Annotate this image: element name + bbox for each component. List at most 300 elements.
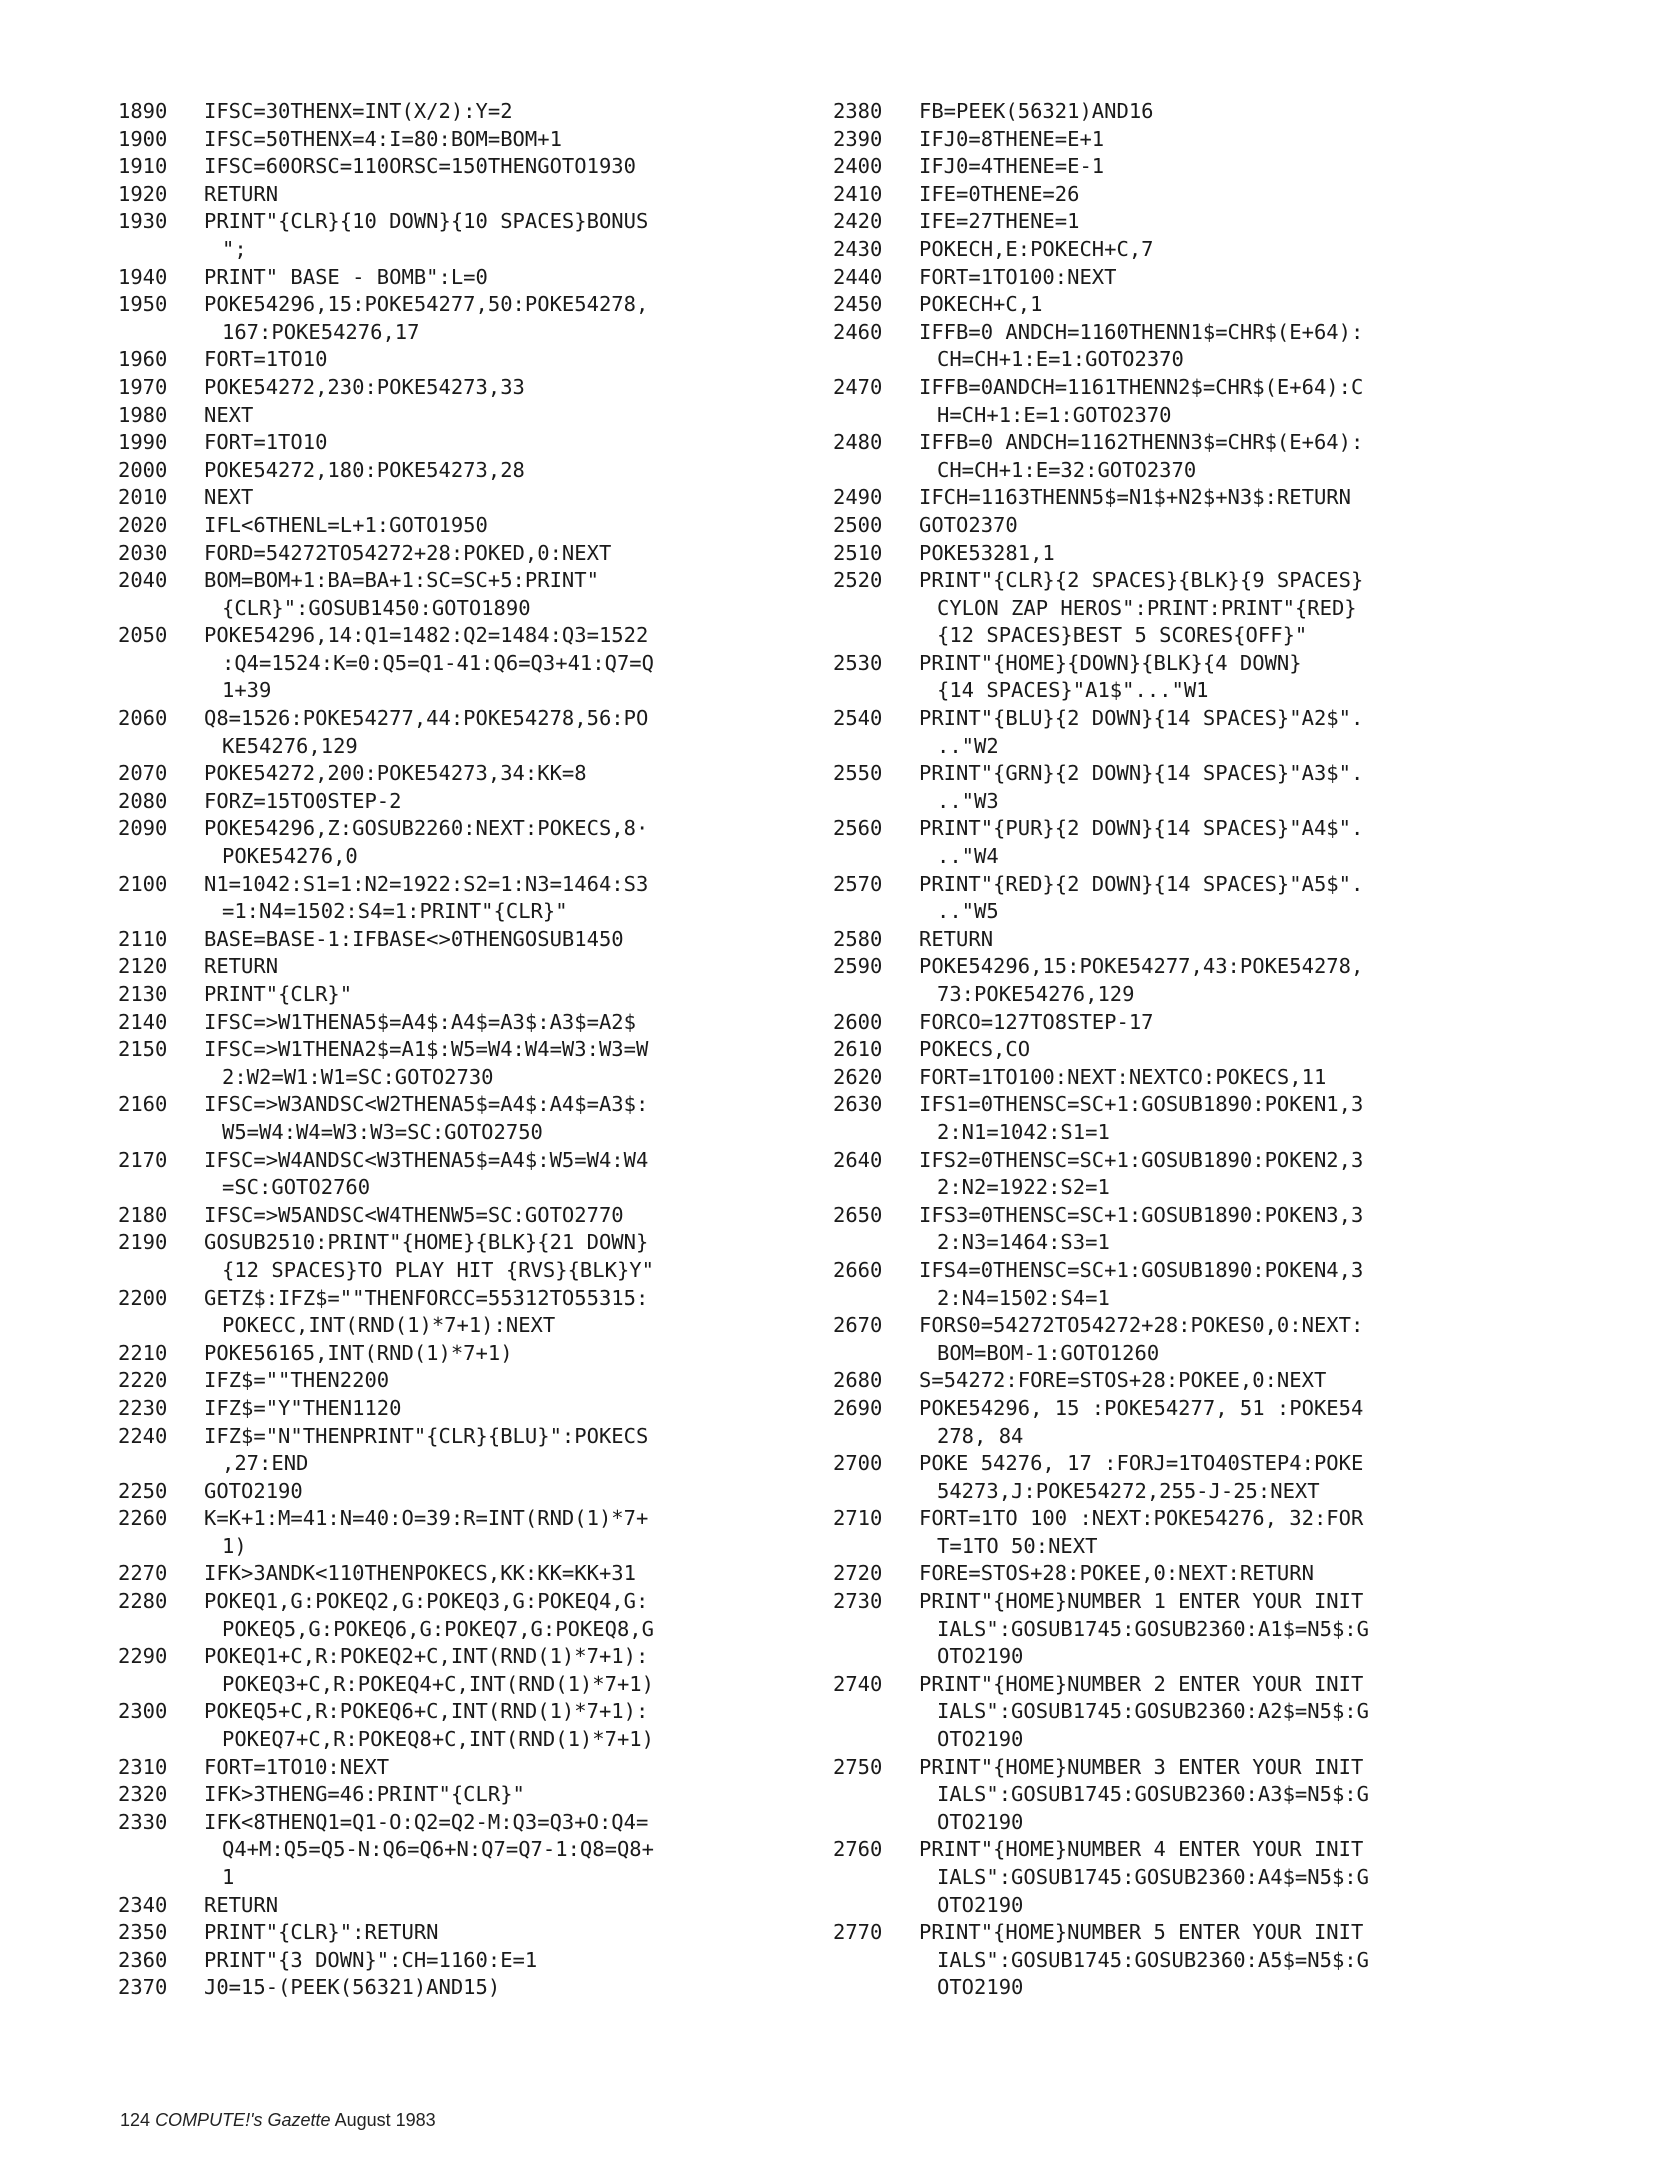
code-segment: PRINT"{HOME}NUMBER 3 ENTER YOUR INIT [919, 1754, 1364, 1779]
code-line [118, 1781, 818, 1809]
code-text [204, 1036, 648, 1091]
code-text [919, 98, 1154, 126]
code-segment: IFK>3ANDK<110THENPOKECS,KK:KK=KK+31 [204, 1561, 636, 1586]
listing-left-column [118, 98, 818, 2002]
code-segment: IFSC=50THENX=4:I=80:BOM=BOM+1 [204, 126, 562, 151]
code-segment: KE54276,129 [222, 733, 358, 758]
line-number: 2210 [118, 1340, 168, 1365]
code-text [204, 567, 599, 622]
line-number: 1890 [118, 99, 168, 123]
code-text [919, 1367, 1326, 1395]
code-text [204, 622, 654, 705]
code-line [118, 788, 818, 816]
line-number: 2270 [118, 1561, 168, 1586]
code-text [204, 402, 253, 430]
code-segment: CYLON ZAP HEROS":PRINT:PRINT"{RED} [937, 595, 1357, 620]
code-text [919, 1091, 1363, 1146]
code-line [118, 1091, 818, 1146]
code-line [833, 705, 1533, 760]
code-text [919, 871, 1363, 926]
code-line [833, 1009, 1533, 1037]
code-text [919, 512, 1018, 540]
code-line [833, 208, 1533, 236]
line-number: 2580 [833, 926, 883, 951]
code-segment: Q4+M:Q5=Q5-N:Q6=Q6+N:Q7=Q7-1:Q8=Q8+ [222, 1837, 654, 1862]
code-text [204, 1395, 401, 1423]
code-segment: IFE=27THENE=1 [919, 209, 1080, 234]
code-segment: {CLR}":GOSUB1450:GOTO1890 [222, 595, 531, 620]
code-text [204, 512, 488, 540]
code-segment: 2:N3=1464:S3=1 [937, 1230, 1110, 1255]
code-text [919, 181, 1079, 209]
code-line [118, 402, 818, 430]
code-text [204, 1809, 654, 1892]
line-number: 2480 [833, 430, 883, 455]
code-text [204, 1643, 654, 1698]
code-segment: POKE54272,180:POKE54273,28 [204, 457, 525, 482]
code-segment: GETZ$:IFZ$=""THENFORCC=55312TO55315: [204, 1285, 649, 1310]
line-number: 2630 [833, 1092, 883, 1117]
line-number: 1940 [118, 264, 168, 289]
code-text [204, 1947, 537, 1975]
code-line [833, 650, 1533, 705]
line-number: 2360 [118, 1947, 168, 1972]
code-line [833, 264, 1533, 292]
code-segment: CH=CH+1:E=32:GOTO2370 [937, 457, 1197, 482]
code-segment: PRINT"{GRN}{2 DOWN}{14 SPACES}"A3$". [919, 761, 1364, 786]
code-line [833, 1560, 1533, 1588]
line-number: 2690 [833, 1395, 883, 1420]
code-segment: .."W4 [937, 844, 999, 869]
code-line [833, 1588, 1533, 1671]
code-segment: PRINT"{CLR}{10 DOWN}{10 SPACES}BONUS [204, 209, 649, 234]
code-segment: .."W5 [937, 899, 999, 924]
code-segment: PRINT"{CLR}{2 SPACES}{BLK}{9 SPACES} [919, 568, 1364, 593]
code-segment: PRINT"{HOME}NUMBER 5 ENTER YOUR INIT [919, 1920, 1364, 1945]
line-number: 2140 [118, 1009, 168, 1034]
code-segment: IALS":GOSUB1745:GOSUB2360:A3$=N5$:G [937, 1782, 1369, 1807]
line-number: 2040 [118, 568, 168, 593]
code-line [118, 98, 818, 126]
code-line [833, 98, 1533, 126]
code-text [204, 1340, 513, 1368]
code-segment: IFSC=60ORSC=110ORSC=150THENGOTO1930 [204, 154, 636, 179]
code-text [204, 981, 352, 1009]
code-text [919, 291, 1042, 319]
code-segment: PRINT"{PUR}{2 DOWN}{14 SPACES}"A4$". [919, 816, 1364, 841]
code-segment: .."W2 [937, 733, 999, 758]
line-number: 2180 [118, 1202, 168, 1227]
code-segment: PRINT"{HOME}NUMBER 1 ENTER YOUR INIT [919, 1589, 1364, 1614]
code-line [118, 291, 818, 346]
line-number: 2190 [118, 1230, 168, 1255]
page-number: 124 [120, 2110, 151, 2130]
code-segment: IFSC=>W1THENA2$=A1$:W5=W4:W4=W3:W3=W [204, 1037, 649, 1062]
code-segment: FORZ=15TO0STEP-2 [204, 788, 402, 813]
code-line [118, 1588, 818, 1643]
code-segment: {14 SPACES}"A1$"..."W1 [937, 678, 1209, 703]
code-segment: IALS":GOSUB1745:GOSUB2360:A2$=N5$:G [937, 1699, 1369, 1724]
code-segment: IFSC=30THENX=INT(X/2):Y=2 [204, 99, 513, 123]
code-line [118, 926, 818, 954]
code-text [919, 1147, 1363, 1202]
code-segment: IFCH=1163THENN5$=N1$+N2$+N3$:RETURN [919, 485, 1351, 510]
code-line [833, 760, 1533, 815]
line-number: 2450 [833, 292, 883, 317]
code-line [833, 1919, 1533, 2002]
code-line [118, 1643, 818, 1698]
code-text [919, 926, 993, 954]
code-text [919, 540, 1055, 568]
code-text [204, 1892, 278, 1920]
code-line [118, 760, 818, 788]
line-number: 1930 [118, 209, 168, 234]
code-segment: H=CH+1:E=1:GOTO2370 [937, 402, 1172, 427]
code-segment: IFZ$="Y"THEN1120 [204, 1395, 402, 1420]
code-text [204, 1009, 636, 1037]
code-segment: FORT=1TO10:NEXT [204, 1754, 390, 1779]
line-number: 2570 [833, 871, 883, 896]
code-segment: POKEQ7+C,R:POKEQ8+C,INT(RND(1)*7+1) [222, 1727, 654, 1752]
line-number: 2750 [833, 1754, 883, 1779]
code-line [118, 429, 818, 457]
code-text [919, 126, 1104, 154]
line-number: 2510 [833, 540, 883, 565]
code-segment: PRINT"{3 DOWN}":CH=1160:E=1 [204, 1947, 538, 1972]
code-line [833, 153, 1533, 181]
code-segment: 1) [222, 1533, 247, 1558]
code-segment: 2:N2=1922:S2=1 [937, 1175, 1110, 1200]
line-number: 2470 [833, 374, 883, 399]
code-line [118, 705, 818, 760]
code-segment: POKE54272,200:POKE54273,34:KK=8 [204, 761, 587, 786]
code-line [833, 1395, 1533, 1450]
code-line [833, 429, 1533, 484]
code-text [919, 567, 1363, 650]
code-text [919, 1202, 1363, 1257]
code-text [204, 1202, 624, 1230]
code-text [919, 815, 1363, 870]
line-number: 2530 [833, 650, 883, 675]
code-line [118, 346, 818, 374]
code-line [118, 1036, 818, 1091]
code-text [204, 1781, 525, 1809]
code-line [833, 1754, 1533, 1837]
code-segment: IFS4=0THENSC=SC+1:GOSUB1890:POKEN4,3 [919, 1257, 1364, 1282]
code-text [204, 181, 278, 209]
code-line [833, 1064, 1533, 1092]
code-segment: =SC:GOTO2760 [222, 1175, 371, 1200]
line-number: 2350 [118, 1920, 168, 1945]
line-number: 1960 [118, 347, 168, 372]
code-segment: GOTO2370 [919, 512, 1018, 537]
code-line [118, 512, 818, 540]
line-number: 1920 [118, 181, 168, 206]
code-text [204, 705, 648, 760]
code-line [833, 1836, 1533, 1919]
code-text [919, 264, 1116, 292]
line-number: 2440 [833, 264, 883, 289]
code-text [919, 1671, 1369, 1754]
code-line [833, 1036, 1533, 1064]
code-segment: OTO2190 [937, 1727, 1024, 1752]
code-segment: IALS":GOSUB1745:GOSUB2360:A5$=N5$:G [937, 1947, 1369, 1972]
code-text [204, 153, 636, 181]
line-number: 2300 [118, 1699, 168, 1724]
code-line [833, 1202, 1533, 1257]
code-text [204, 540, 611, 568]
code-line [833, 567, 1533, 650]
code-line [118, 264, 818, 292]
code-segment: 73:POKE54276,129 [937, 982, 1135, 1006]
code-segment: IFK<8THENQ1=Q1-O:Q2=Q2-M:Q3=Q3+O:Q4= [204, 1809, 649, 1834]
code-segment: 1 [222, 1865, 235, 1889]
line-number: 2540 [833, 706, 883, 731]
code-segment: POKEQ1,G:POKEQ2,G:POKEQ3,G:POKEQ4,G: [204, 1589, 649, 1614]
line-number: 2680 [833, 1368, 883, 1393]
code-line [118, 1947, 818, 1975]
code-segment: FB=PEEK(56321)AND16 [919, 99, 1154, 123]
code-line [118, 484, 818, 512]
code-line [118, 540, 818, 568]
line-number: 2290 [118, 1644, 168, 1669]
code-segment: POKE53281,1 [919, 540, 1055, 565]
line-number: 2400 [833, 154, 883, 179]
code-line [833, 319, 1533, 374]
line-number: 1950 [118, 292, 168, 317]
line-number: 2220 [118, 1368, 168, 1393]
code-text [204, 1974, 500, 2002]
code-text [919, 1257, 1363, 1312]
code-segment: RETURN [204, 954, 279, 979]
line-number: 2240 [118, 1423, 168, 1448]
code-segment: POKE 54276, 17 :FORJ=1TO40STEP4:POKE [919, 1451, 1364, 1476]
code-segment: OTO2190 [937, 1975, 1024, 2000]
code-text [919, 1064, 1326, 1092]
code-text [919, 208, 1079, 236]
line-number: 2640 [833, 1147, 883, 1172]
line-number: 2130 [118, 982, 168, 1006]
code-segment: 54273,J:POKE54272,255-J-25:NEXT [937, 1478, 1320, 1503]
code-segment: 278, 84 [937, 1423, 1024, 1448]
code-text [919, 760, 1363, 815]
code-segment: FORT=1TO 100 :NEXT:POKE54276, 32:FOR [919, 1506, 1364, 1531]
code-segment: IFSC=>W5ANDSC<W4THENW5=SC:GOTO2770 [204, 1202, 624, 1227]
code-segment: 2:N4=1502:S4=1 [937, 1285, 1110, 1310]
code-segment: K=K+1:M=41:N=40:O=39:R=INT(RND(1)*7+ [204, 1506, 649, 1531]
code-segment: PRINT"{BLU}{2 DOWN}{14 SPACES}"A2$". [919, 706, 1364, 731]
code-segment: POKE54296,15:POKE54277,50:POKE54278, [204, 292, 649, 317]
code-text [204, 1698, 654, 1753]
line-number: 2650 [833, 1202, 883, 1227]
code-text [919, 319, 1363, 374]
line-number: 2700 [833, 1451, 883, 1476]
line-number: 2710 [833, 1506, 883, 1531]
code-segment: =1:N4=1502:S4=1:PRINT"{CLR}" [222, 899, 568, 924]
line-number: 2260 [118, 1506, 168, 1531]
line-number: 2090 [118, 816, 168, 841]
code-text [204, 484, 253, 512]
code-segment: FORT=1TO100:NEXT:NEXTCO:POKECS,11 [919, 1064, 1327, 1089]
code-line [118, 1423, 818, 1478]
code-text [204, 374, 525, 402]
code-line [118, 1698, 818, 1753]
code-line [118, 1202, 818, 1230]
line-number: 2390 [833, 126, 883, 151]
code-segment: PRINT"{HOME}NUMBER 4 ENTER YOUR INIT [919, 1837, 1364, 1862]
code-line [118, 1285, 818, 1340]
line-number: 1900 [118, 126, 168, 151]
code-text [919, 374, 1363, 429]
code-line [118, 1974, 818, 2002]
code-text [204, 1423, 648, 1478]
code-text [204, 1505, 648, 1560]
code-line [118, 567, 818, 622]
code-line [118, 953, 818, 981]
code-segment: IFSC=>W3ANDSC<W2THENA5$=A4$:A4$=A3$: [204, 1092, 649, 1117]
code-text [204, 457, 525, 485]
line-number: 2110 [118, 926, 168, 951]
line-number: 2100 [118, 871, 168, 896]
code-line [833, 236, 1533, 264]
code-segment: FORT=1TO10 [204, 347, 328, 372]
code-segment: PRINT"{CLR}" [204, 982, 353, 1006]
code-segment: RETURN [919, 926, 994, 951]
code-line [833, 1367, 1533, 1395]
code-line [833, 374, 1533, 429]
code-text [204, 1754, 389, 1782]
code-segment: IALS":GOSUB1745:GOSUB2360:A1$=N5$:G [937, 1616, 1369, 1641]
code-line [118, 1229, 818, 1284]
code-segment: "; [222, 236, 247, 261]
code-text [204, 788, 401, 816]
code-segment: FORE=STOS+28:POKEE,0:NEXT:RETURN [919, 1561, 1314, 1586]
code-line [833, 815, 1533, 870]
code-segment: POKEQ5+C,R:POKEQ6+C,INT(RND(1)*7+1): [204, 1699, 649, 1724]
code-segment: FORT=1TO10 [204, 430, 328, 455]
line-number: 2010 [118, 485, 168, 510]
line-number: 2670 [833, 1313, 883, 1338]
code-text [204, 1588, 654, 1643]
code-text [204, 760, 587, 788]
code-line [833, 1091, 1533, 1146]
code-segment: IFK>3THENG=46:PRINT"{CLR}" [204, 1782, 525, 1807]
code-text [919, 429, 1363, 484]
code-segment: GOTO2190 [204, 1478, 303, 1503]
code-text [919, 1588, 1369, 1671]
code-segment: ,27:END [222, 1451, 309, 1476]
code-segment: IFFB=0 ANDCH=1162THENN3$=CHR$(E+64): [919, 430, 1364, 455]
code-segment: .."W3 [937, 788, 999, 813]
code-text [919, 1036, 1030, 1064]
code-text [919, 953, 1363, 1008]
code-line [118, 1340, 818, 1368]
line-number: 2050 [118, 623, 168, 648]
line-number: 2620 [833, 1064, 883, 1089]
code-segment: FORD=54272TO54272+28:POKED,0:NEXT [204, 540, 612, 565]
line-number: 2170 [118, 1147, 168, 1172]
code-text [919, 1560, 1314, 1588]
code-text [204, 815, 648, 870]
code-segment: POKE54276,0 [222, 844, 358, 869]
code-text [204, 208, 648, 263]
code-segment: IFZ$="N"THENPRINT"{CLR}{BLU}":POKECS [204, 1423, 649, 1448]
code-segment: POKECS,CO [919, 1037, 1031, 1062]
code-line [118, 1395, 818, 1423]
line-number: 2250 [118, 1478, 168, 1503]
line-number: 2120 [118, 954, 168, 979]
code-segment: IFJ0=8THENE=E+1 [919, 126, 1105, 151]
code-segment: POKECC,INT(RND(1)*7+1):NEXT [222, 1313, 556, 1338]
line-number: 2160 [118, 1092, 168, 1117]
code-line [833, 926, 1533, 954]
code-text [919, 236, 1154, 264]
code-line [118, 1560, 818, 1588]
line-number: 2150 [118, 1037, 168, 1062]
line-number: 2000 [118, 457, 168, 482]
code-segment: IFFB=0 ANDCH=1160THENN1$=CHR$(E+64): [919, 319, 1364, 344]
line-number: 2310 [118, 1754, 168, 1779]
code-text [919, 1009, 1154, 1037]
code-line [118, 1809, 818, 1892]
code-segment: IFS3=0THENSC=SC+1:GOSUB1890:POKEN3,3 [919, 1202, 1364, 1227]
line-number: 2230 [118, 1395, 168, 1420]
line-number: 1910 [118, 154, 168, 179]
code-segment: IFL<6THENL=L+1:GOTO1950 [204, 512, 488, 537]
code-line [118, 153, 818, 181]
code-text [204, 126, 562, 154]
code-line [118, 622, 818, 705]
line-number: 2340 [118, 1892, 168, 1917]
code-segment: FORS0=54272TO54272+28:POKES0,0:NEXT: [919, 1313, 1364, 1338]
line-number: 1970 [118, 374, 168, 399]
code-line [118, 1754, 818, 1782]
code-text [919, 1754, 1369, 1837]
line-number: 2490 [833, 485, 883, 510]
magazine-name: COMPUTE!'s Gazette [155, 2110, 331, 2130]
code-text [919, 484, 1351, 512]
code-line [833, 1147, 1533, 1202]
code-segment: POKEQ3+C,R:POKEQ4+C,INT(RND(1)*7+1) [222, 1671, 654, 1696]
code-line [118, 374, 818, 402]
code-text [919, 1505, 1363, 1560]
code-text [204, 1478, 303, 1506]
code-text [204, 264, 488, 292]
code-segment: OTO2190 [937, 1809, 1024, 1834]
code-segment: POKE54296,14:Q1=1482:Q2=1484:Q3=1522 [204, 623, 649, 648]
code-text [204, 1285, 648, 1340]
code-line [833, 871, 1533, 926]
code-line [833, 1505, 1533, 1560]
code-segment: BOM=BOM-1:GOTO1260 [937, 1340, 1160, 1365]
code-line [118, 1009, 818, 1037]
code-line [118, 181, 818, 209]
code-line [118, 1478, 818, 1506]
line-number: 2600 [833, 1009, 883, 1034]
code-segment: RETURN [204, 1892, 279, 1917]
line-number: 2760 [833, 1837, 883, 1862]
code-segment: CH=CH+1:E=1:GOTO2370 [937, 347, 1184, 372]
code-line [118, 126, 818, 154]
code-text [919, 1450, 1363, 1505]
code-segment: PRINT" BASE - BOMB":L=0 [204, 264, 488, 289]
line-number: 2610 [833, 1037, 883, 1062]
line-number: 2770 [833, 1920, 883, 1945]
code-segment: IFFB=0ANDCH=1161THENN2$=CHR$(E+64):C [919, 374, 1364, 399]
code-segment: BOM=BOM+1:BA=BA+1:SC=SC+5:PRINT" [204, 568, 599, 593]
code-segment: POKECH,E:POKECH+C,7 [919, 236, 1154, 261]
code-segment: OTO2190 [937, 1644, 1024, 1669]
